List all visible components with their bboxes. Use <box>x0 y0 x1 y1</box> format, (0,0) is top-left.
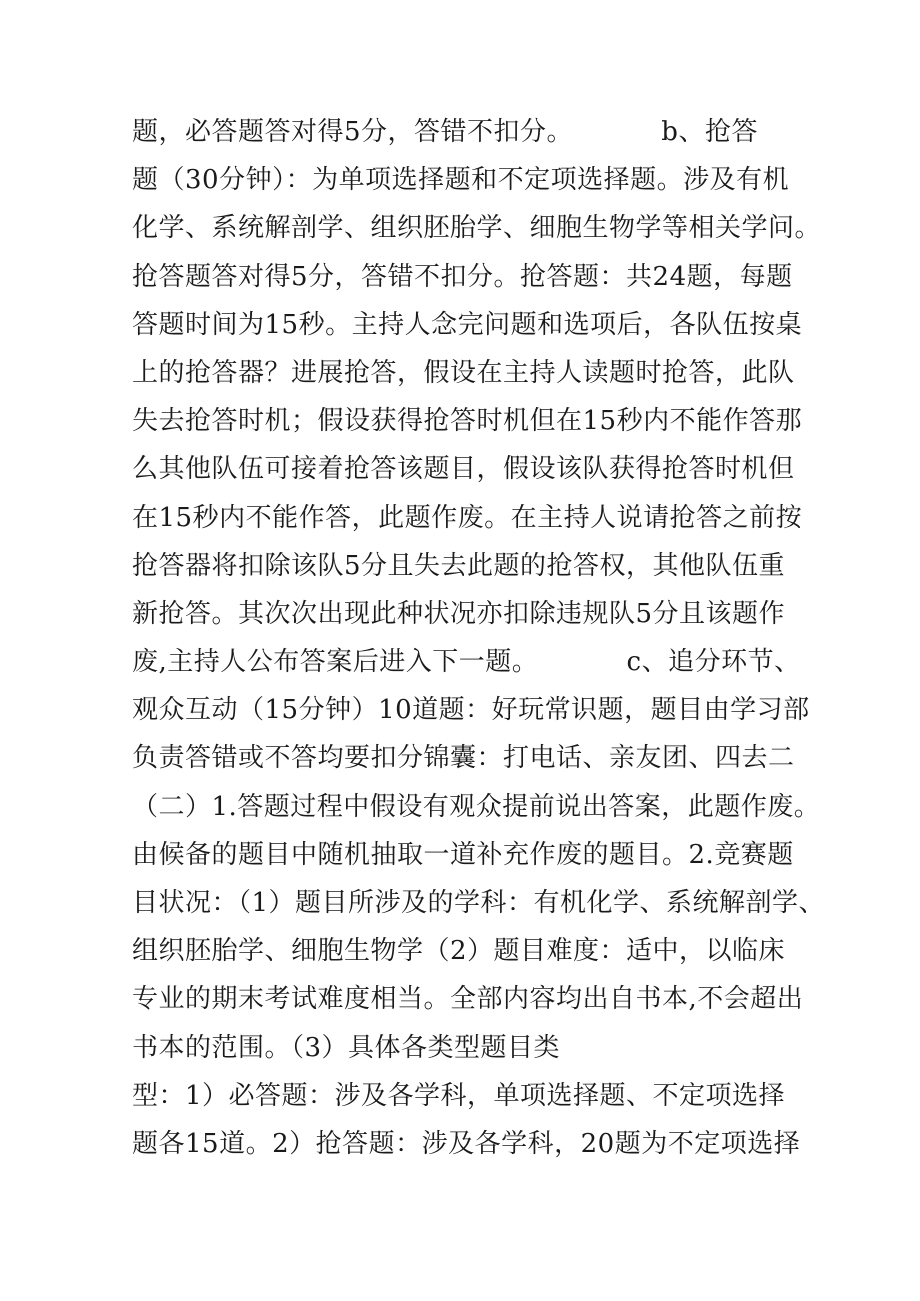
text-line: 答题时间为15秒。主持人念完问题和选项后，各队伍按桌 <box>132 309 803 340</box>
text-line: 题（30分钟）：为单项选择题和不定项选择题。涉及有机 <box>132 165 790 196</box>
text-line: 题各15道。2）抢答题：涉及各学科，20题为不定项选择 <box>132 1128 801 1159</box>
text-line: （二）1.答题过程中假设有观众提前说出答案，此题作废。 <box>132 791 821 822</box>
text-line: 书本的范围。（3）具体各类型题目类 <box>132 1032 561 1063</box>
text-line: 抢答题答对得5分，答错不扣分。抢答题：共24题，每题 <box>132 261 793 292</box>
text-line: 失去抢答时机；假设获得抢答时机但在15秒内不能作答那 <box>132 406 803 437</box>
text-line: 新抢答。其次次出现此种状况亦扣除违规队5分且该题作 <box>132 598 786 629</box>
text-line: 么其他队伍可接着抢答该题目，假设该队获得抢答时机但 <box>132 454 795 485</box>
text-line: 目状况：（1）题目所涉及的学科：有机化学、系统解剖学、 <box>132 888 826 918</box>
text-line: 在15秒内不能作答，此题作废。在主持人说请抢答之前按 <box>132 502 803 533</box>
text-line: 型：1）必答题：涉及各学科，单项选择题、不定项选择 <box>132 1080 786 1111</box>
document-body <box>132 108 826 1168</box>
text-line: 专业的期末考试难度相当。全部内容均出自书本,不会超出 <box>132 984 804 1015</box>
text-line: 组织胚胎学、细胞生物学（2）题目难度：适中，以临床 <box>132 936 786 967</box>
text-line: 观众互动（15分钟）10道题：好玩常识题，题目由学习部 <box>132 695 810 726</box>
text-line: 负责答错或不答均要扣分锦囊：打电话、亲友团、四去二 <box>132 743 795 774</box>
text-line: 化学、系统解剖学、组织胚胎学、细胞生物学等相关学问。 <box>132 213 822 244</box>
text-line: 抢答器将扣除该队5分且失去此题的抢答权，其他队伍重 <box>132 550 786 581</box>
text-line: 上的抢答器？进展抢答，假设在主持人读题时抢答，此队 <box>132 357 795 388</box>
text-line: 题，必答题答对得5分，答错不扣分。 b、抢答 <box>132 117 758 147</box>
text-line: 由候备的题目中随机抽取一道补充作废的题目。2.竞赛题 <box>132 839 794 870</box>
text-line: 废,主持人公布答案后进入下一题。 c、追分环节、 <box>132 647 801 678</box>
